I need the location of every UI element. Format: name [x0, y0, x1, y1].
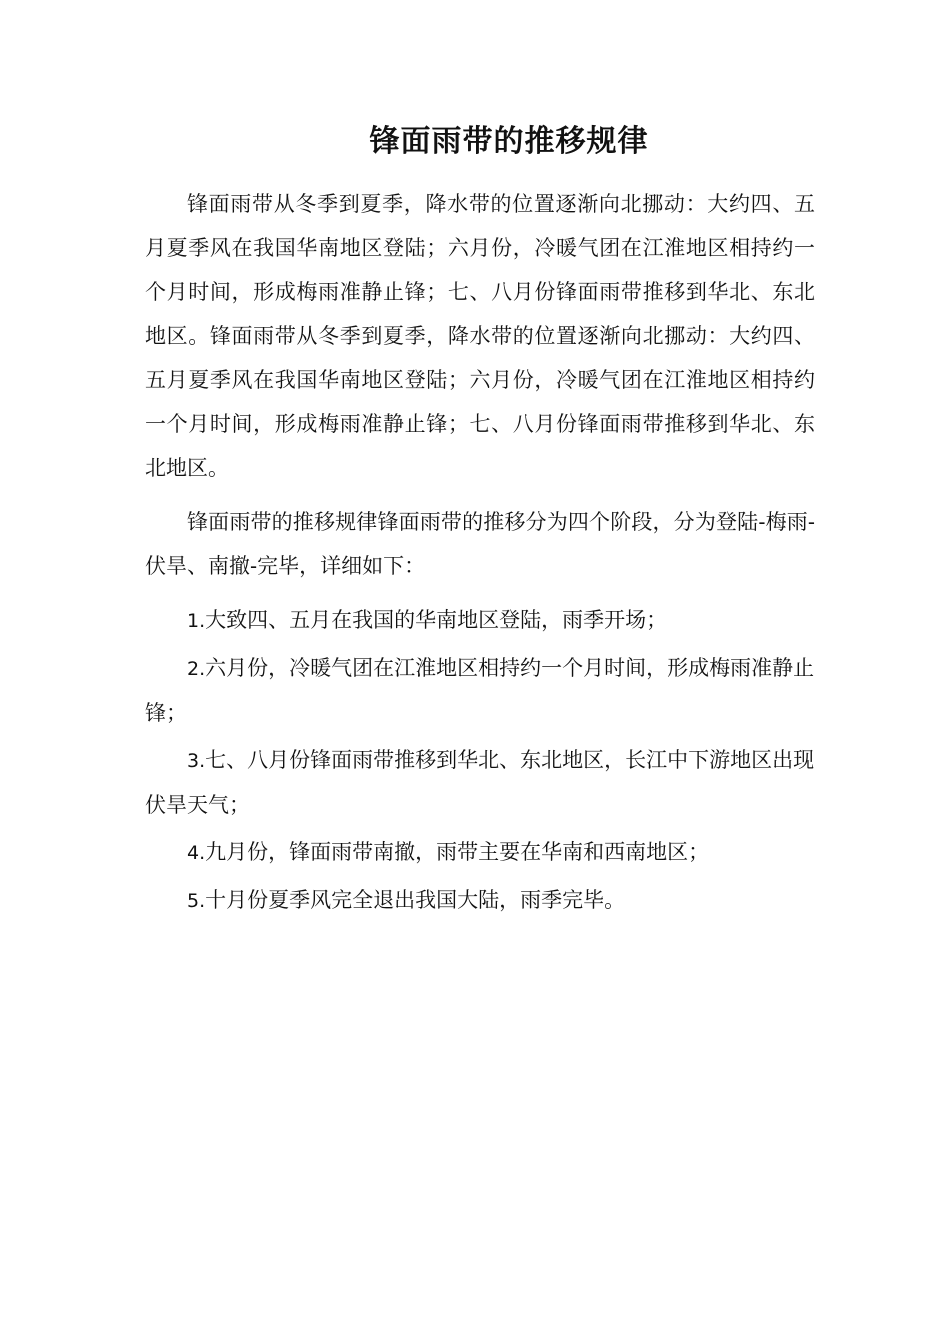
list-number: 4. [187, 842, 206, 864]
list-item-3 [145, 738, 815, 827]
document-title: 锋面雨带的推移规律 [369, 124, 649, 159]
list-number: 5. [187, 890, 206, 912]
list-number: 3. [187, 750, 206, 772]
list-text: 六月份，冷暖气团在江淮地区相持约一个月时间，形成梅雨准静止锋； [145, 656, 815, 725]
list-text: 七、八月份锋面雨带推移到华北、东北地区，长江中下游地区出现伏旱天气； [145, 748, 815, 817]
list-number: 1. [187, 610, 206, 632]
list-item-5 [145, 878, 815, 923]
paragraph-1: 锋面雨带从冬季到夏季，降水带的位置逐渐向北挪动：大约四、五月夏季风在我国华南地区登陆；六月份，冷暖气团在江淮地区相持约一个月时间，形成梅雨准静止锋；七、八月份锋面雨带推移到华北、东北地区。锋面雨带从冬季到夏季，降水带的位置逐渐向北挪动：大约四、五月夏季风在我国华南地区登陆；六月份，冷暖气团在江淮地区相持约一个月时间，形成梅雨准静止锋；七、八月份锋面雨带推移到华北、东北地区。 [145, 192, 815, 480]
list-item-2 [145, 646, 815, 735]
list-item-1 [145, 598, 815, 643]
list-number: 2. [187, 658, 206, 680]
list-text: 十月份夏季风完全退出我国大陆，雨季完毕。 [205, 888, 626, 912]
list-item-4 [145, 830, 815, 875]
paragraph-2: 锋面雨带的推移规律锋面雨带的推移分为四个阶段，分为登陆-梅雨-伏旱、南撤-完毕，详细如下： [145, 510, 815, 578]
list-text: 九月份，锋面雨带南撤，雨带主要在华南和西南地区； [205, 840, 710, 864]
document-body [145, 182, 815, 926]
list-text: 大致四、五月在我国的华南地区登陆，雨季开场； [205, 608, 668, 632]
